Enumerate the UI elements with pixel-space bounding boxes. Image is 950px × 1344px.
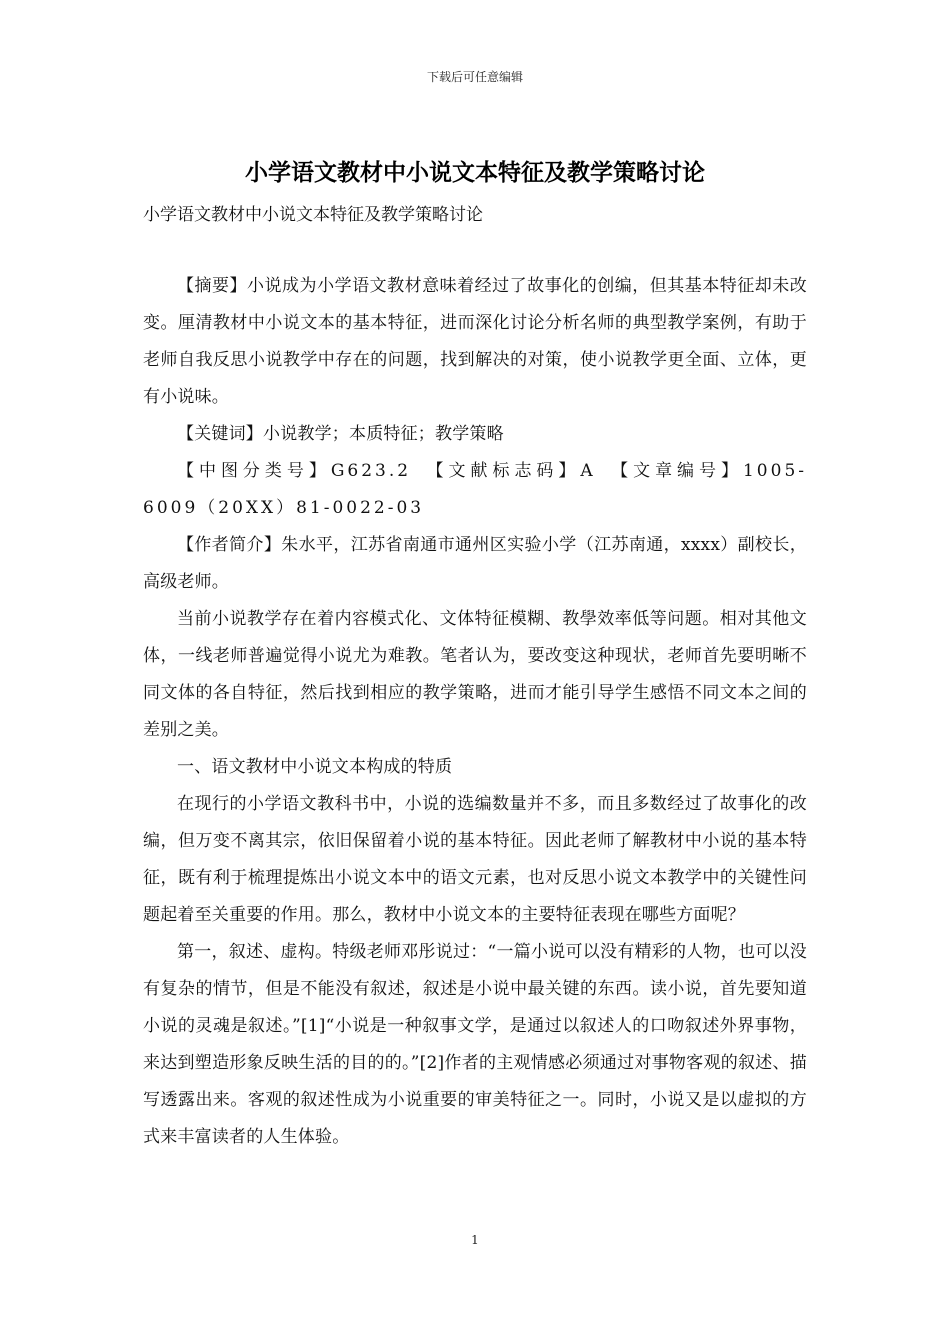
body-paragraph: 第一，叙述、虚构。特级老师邓彤说过：“一篇小说可以没有精彩的人物，也可以没有复杂的情节，但是不能没有叙述，叙述是小说中最关键的东西。读小说，首先要知道小说的灵魂是叙述。”[1]“小说是一种叙事文学，是通过以叙述人的口吻叙述外界事物，来达到塑造形象反映生活的目的的。”[2]作者的主观情感必须通过对事物客观的叙述、描写透露出来。客观的叙述性成为小说重要的审美特征之一。同时，小说又是以虚拟的方式来丰富读者的人生体验。 bbox=[143, 942, 807, 1147]
document-subtitle: 小学语文教材中小说文本特征及教学策略讨论 bbox=[143, 205, 483, 225]
document-title: 小学语文教材中小说文本特征及教学策略讨论 bbox=[245, 159, 705, 186]
document-body bbox=[143, 268, 807, 1156]
body-paragraph: 当前小说教学存在着内容模式化、文体特征模糊、教學效率低等问题。相对其他文体，一线老师普遍觉得小说尤为难教。笔者认为，要改变这种现状，老师首先要明晰不同文体的各自特征，然后找到相应的教学策略，进而才能引导学生感悟不同文本之间的差别之美。 bbox=[143, 609, 807, 740]
abstract-paragraph: 【摘要】小说成为小学语文教材意味着经过了故事化的创编，但其基本特征却未改变。厘清教材中小说文本的基本特征，进而深化讨论分析名师的典型教学案例，有助于老师自我反思小说教学中存在的问题，找到解决的对策，使小说教学更全面、立体，更有小说味。 bbox=[143, 276, 807, 407]
keywords-paragraph: 【关键词】小说教学；本质特征；教学策略 bbox=[177, 424, 504, 444]
classification-paragraph: 【中图分类号】G623.2 【文献标志码】A 【文章编号】1005-6009（20XX）81-0022-03 bbox=[143, 461, 807, 518]
body-paragraph: 在现行的小学语文教科书中，小说的选编数量并不多，而且多数经过了故事化的改编，但万变不离其宗，依旧保留着小说的基本特征。因此老师了解教材中小说的基本特征，既有利于梳理提炼出小说文本中的语文元素，也对反思小说文本教学中的关键性问题起着至关重要的作用。那么，教材中小说文本的主要特征表现在哪些方面呢？ bbox=[143, 794, 807, 925]
author-paragraph: 【作者简介】朱水平，江苏省南通市通州区实验小学（江苏南通，xxxx）副校长，高级老师。 bbox=[143, 535, 807, 592]
page-number: 1 bbox=[471, 1233, 479, 1247]
page-header: 下载后可任意编辑 bbox=[426, 70, 523, 84]
section-heading: 一、语文教材中小说文本构成的特质 bbox=[177, 757, 453, 777]
